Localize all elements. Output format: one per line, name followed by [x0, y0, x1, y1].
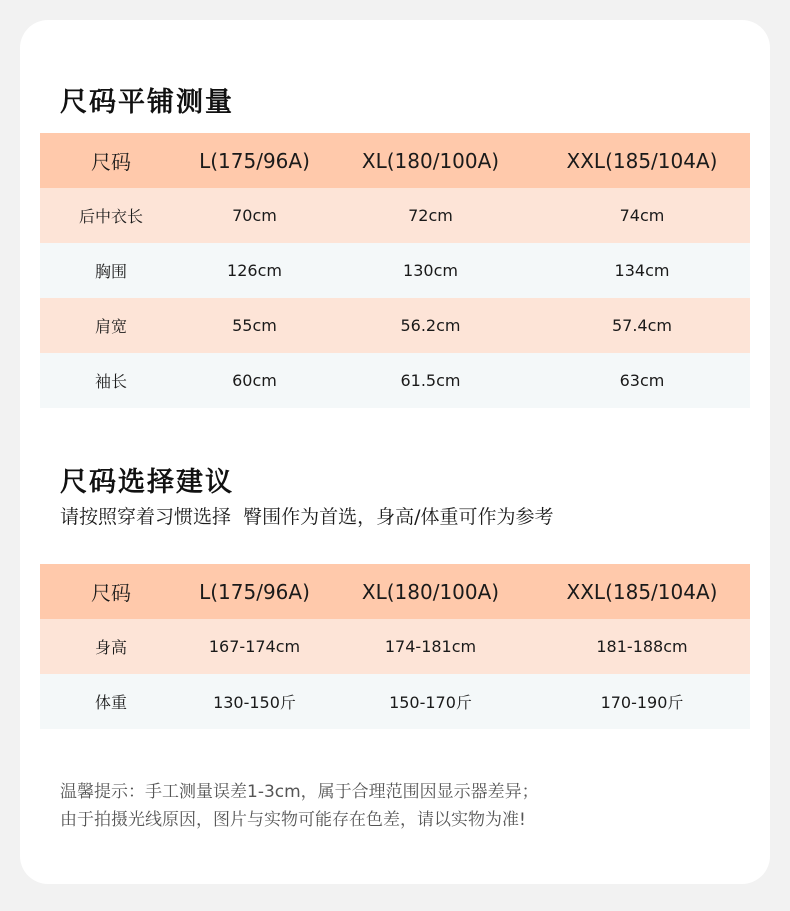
size-chart-card	[20, 20, 770, 884]
cell-value: 56.2cm	[327, 298, 534, 353]
table-header-row	[40, 133, 750, 188]
header-xxl: XXL(185/104A)	[534, 133, 750, 188]
cell-value: 167-174cm	[182, 619, 327, 674]
header-xl: XL(180/100A)	[327, 564, 534, 619]
table-row	[40, 619, 750, 674]
cell-value: 60cm	[182, 353, 327, 408]
cell-value: 70cm	[182, 188, 327, 243]
cell-value: 181-188cm	[534, 619, 750, 674]
header-l: L(175/96A)	[182, 564, 327, 619]
cell-value: 134cm	[534, 243, 750, 298]
header-l: L(175/96A)	[182, 133, 327, 188]
table-row	[40, 674, 750, 729]
cell-value: 174-181cm	[327, 619, 534, 674]
cell-value: 150-170斤	[327, 674, 534, 729]
cell-value: 130-150斤	[182, 674, 327, 729]
advice-table	[40, 564, 750, 729]
cell-value: 170-190斤	[534, 674, 750, 729]
cell-value: 61.5cm	[327, 353, 534, 408]
header-xl: XL(180/100A)	[327, 133, 534, 188]
cell-value: 74cm	[534, 188, 750, 243]
row-label: 肩宽	[40, 298, 182, 353]
cell-value: 72cm	[327, 188, 534, 243]
row-label: 袖长	[40, 353, 182, 408]
row-label: 胸围	[40, 243, 182, 298]
cell-value: 130cm	[327, 243, 534, 298]
cell-value: 63cm	[534, 353, 750, 408]
row-label: 后中衣长	[40, 188, 182, 243]
measure-table	[40, 133, 750, 408]
table-row	[40, 243, 750, 298]
tip-note-line-1: 温馨提示：手工测量误差1-3cm，属于合理范围因显示器差异；	[60, 782, 539, 802]
advice-section-title: 尺码选择建议	[60, 467, 234, 498]
tip-note-line-2: 由于拍摄光线原因，图片与实物可能存在色差，请以实物为准!	[60, 810, 526, 830]
table-row	[40, 188, 750, 243]
measure-section-title: 尺码平铺测量	[60, 87, 234, 118]
advice-subtitle: 请按照穿着习惯选择 臀围作为首选，身高/体重可作为参考	[60, 506, 554, 528]
table-row	[40, 298, 750, 353]
header-xxl: XXL(185/104A)	[534, 564, 750, 619]
table-row	[40, 353, 750, 408]
cell-value: 55cm	[182, 298, 327, 353]
row-label: 身高	[40, 619, 182, 674]
cell-value: 126cm	[182, 243, 327, 298]
header-size: 尺码	[40, 564, 182, 619]
row-label: 体重	[40, 674, 182, 729]
cell-value: 57.4cm	[534, 298, 750, 353]
table-header-row	[40, 564, 750, 619]
header-size: 尺码	[40, 133, 182, 188]
